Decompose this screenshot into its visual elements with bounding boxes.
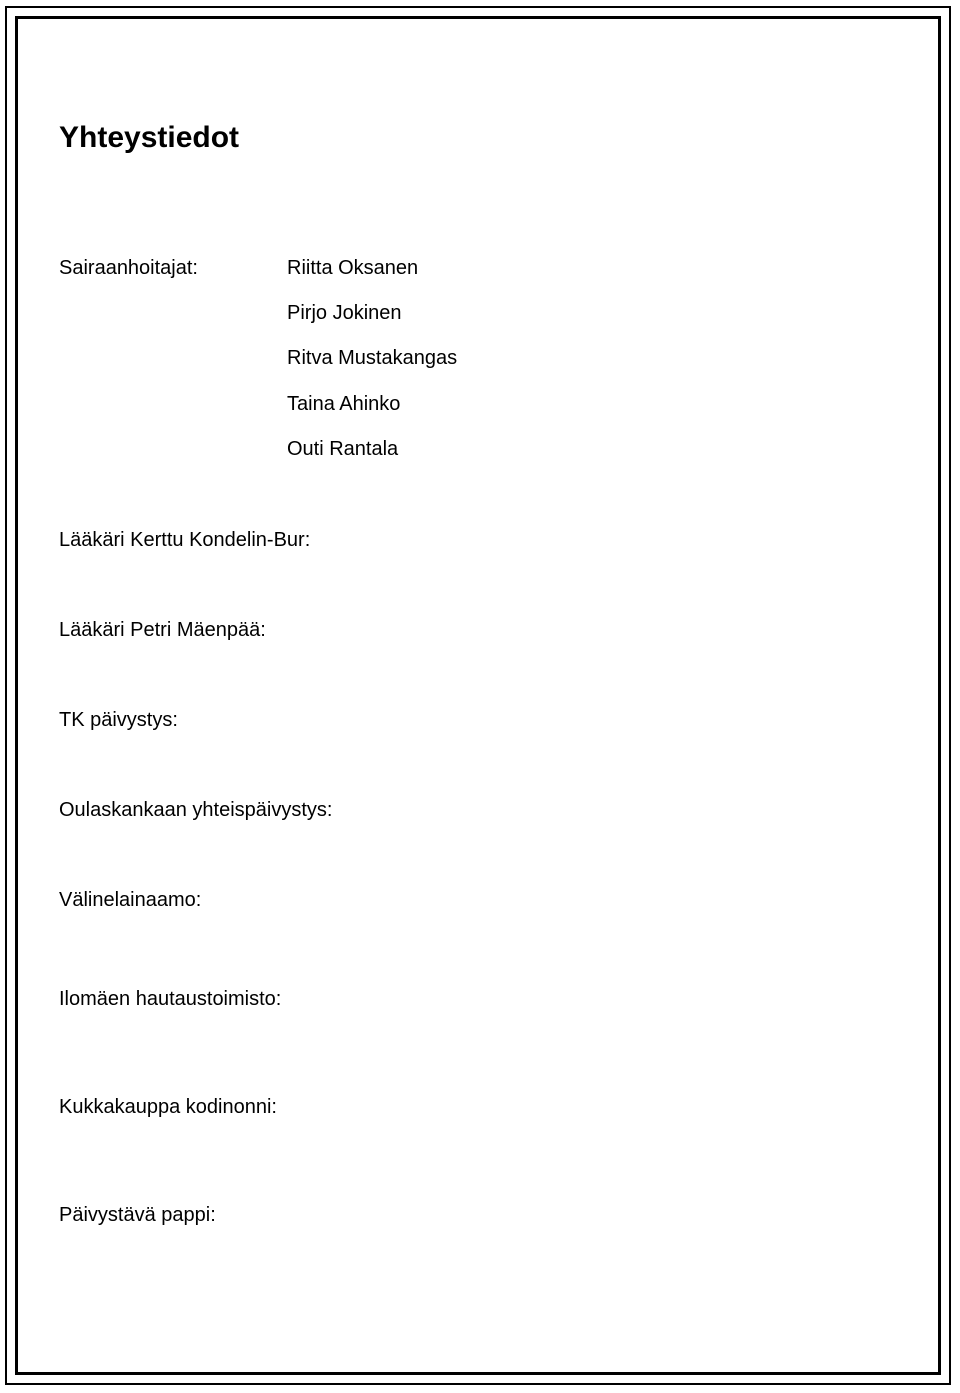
nurse-name: Taina Ahinko bbox=[287, 393, 401, 415]
contact-joint-emergency: Oulaskankaan yhteispäivystys: bbox=[59, 799, 333, 821]
nurse-name: Outi Rantala bbox=[287, 438, 399, 460]
page-title: Yhteystiedot bbox=[59, 121, 240, 154]
contact-flower-shop: Kukkakauppa kodinonni: bbox=[59, 1096, 277, 1118]
contact-tk-emergency: TK päivystys: bbox=[59, 709, 178, 731]
nurse-name: Riitta Oksanen bbox=[287, 257, 419, 279]
contact-doctor-kondelin: Lääkäri Kerttu Kondelin-Bur: bbox=[59, 529, 311, 551]
contact-doctor-maenpaa: Lääkäri Petri Mäenpää: bbox=[59, 619, 266, 641]
contact-on-call-priest: Päivystävä pappi: bbox=[59, 1204, 216, 1226]
page-border-inner bbox=[15, 16, 941, 1375]
contact-equipment-loan: Välinelainaamo: bbox=[59, 889, 202, 911]
nurses-label: Sairaanhoitajat: bbox=[59, 257, 198, 279]
nurse-name: Ritva Mustakangas bbox=[287, 347, 458, 369]
contact-funeral-home: Ilomäen hautaustoimisto: bbox=[59, 988, 282, 1010]
nurse-name: Pirjo Jokinen bbox=[287, 302, 402, 324]
